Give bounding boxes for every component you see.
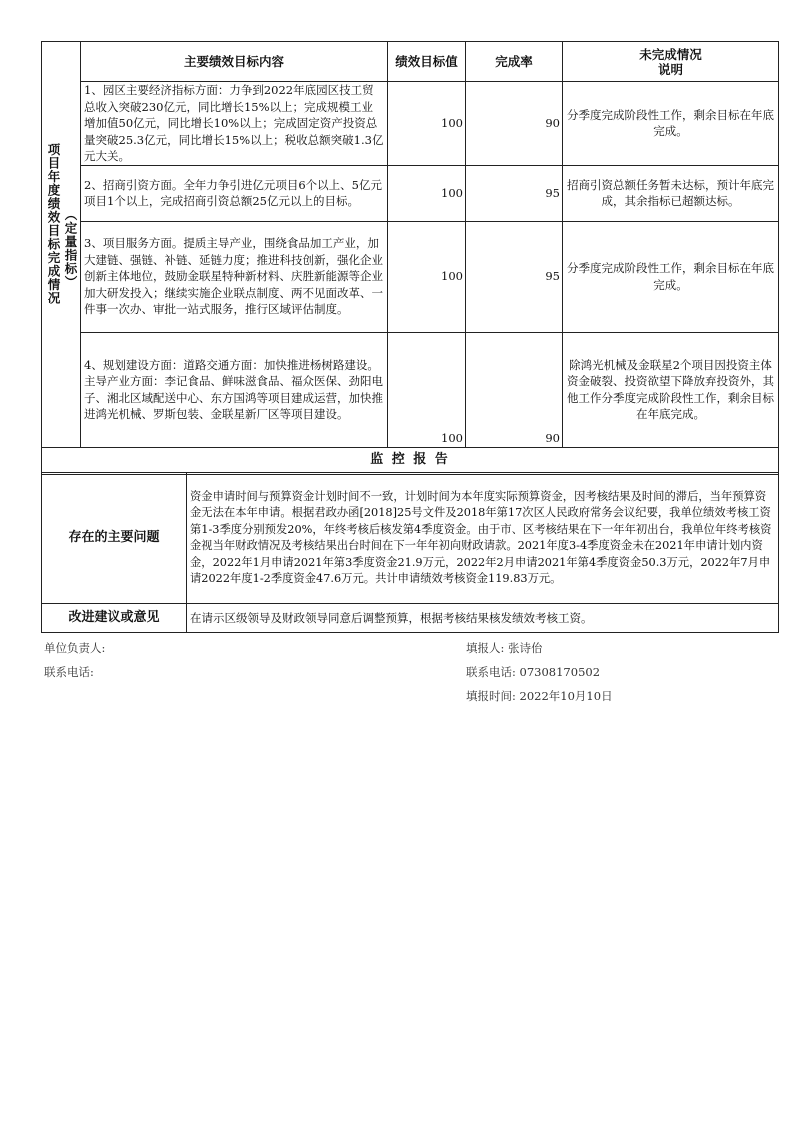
- filler-label: 填报人: 张诗佁: [466, 641, 543, 655]
- suggest-text: 在请示区级领导及财政领导同意后调整预算，根据考核结果核发绩效考核工资。: [187, 604, 779, 633]
- row-rate: 90: [466, 332, 563, 447]
- suggest-label: 改进建议或意见: [42, 604, 187, 633]
- fill-time-label: 填报时间: 2022年10月10日: [466, 689, 613, 703]
- row-note: 除鸿光机械及金联星2个项目因投资主体资金破裂、投资欲望下降放弃投资外，其他工作分季度完成阶段性工作，剩余目标在年底完成。: [563, 332, 779, 447]
- row-target: 100: [388, 82, 466, 166]
- performance-monitor-table: [41, 41, 779, 475]
- row-target: 100: [388, 332, 466, 447]
- row-rate: 95: [466, 221, 563, 332]
- row-content: 2、招商引资方面。全年力争引进亿元项目6个以上、5亿元项目1个以上，完成招商引资总额25亿元以上的目标。: [81, 165, 388, 221]
- side-label-cell: [42, 42, 81, 448]
- header-target: 绩效目标值: [388, 42, 466, 82]
- table-row: [42, 332, 779, 447]
- side-label: 项目年度绩效目标完成情况: [46, 143, 61, 305]
- row-note: 分季度完成阶段性工作，剩余目标在年底完成。: [563, 82, 779, 166]
- table-row: [42, 82, 779, 166]
- row-content: 3、项目服务方面。提质主导产业，围绕食品加工产业，加大建链、强链、补链、延链力度；推进科技创新，强化企业创新主体地位，鼓励金联星特种新材料、庆胜新能源等企业加大研发投入；继续实施企业联点制度、两不见面改革、一件事一次办、审批一站式服务，推行区域评估制度。: [81, 221, 388, 332]
- row-rate: 95: [466, 165, 563, 221]
- monitor-report-title: 监 控 报 告: [42, 447, 779, 474]
- row-rate: 90: [466, 82, 563, 166]
- table-row: [42, 221, 779, 332]
- header-note: 未完成情况 说明: [563, 42, 779, 82]
- monitor-report-table: [41, 472, 779, 633]
- row-content: 1、园区主要经济指标方面：力争到2022年底园区技工贸总收入突破230亿元，同比增长15%以上；完成规模工业增加值50亿元，同比增长10%以上；完成固定资产投资总量突破25.3亿元，同比增长15%以上；税收总额突破1.3亿元大关。: [81, 82, 388, 166]
- contact-left-label: 联系电话:: [44, 665, 94, 679]
- table-row: [42, 165, 779, 221]
- side-sublabel: （定量指标）: [63, 208, 78, 289]
- row-content: 4、规划建设方面：道路交通方面：加快推进杨树路建设。主导产业方面：李记食品、鲜味滋食品、福众医保、劲阳电子、湘北区域配送中心、东方国鸿等项目建成运营，加快推进鸿光机械、罗斯包装、金联星新厂区等项目建设。: [81, 332, 388, 447]
- row-target: 100: [388, 165, 466, 221]
- row-note: 招商引资总额任务暂未达标，预计年底完成，其余指标已超额达标。: [563, 165, 779, 221]
- problems-text: 资金申请时间与预算资金计划时间不一致，计划时间为本年度实际预算资金，因考核结果及时间的滞后，当年预算资金无法在本年申请。根据君政办函[2018]25号文件及2018年第17次区人民政府常务会议纪要，我单位绩效考核工资第1-3季度分别预发20%，年终考核后核发第4季度资金。由于市、区考核结果在下一年年初出台，我单位年终考核资金视当年财政情况及考核结果出台时间在下一年年初向财政请款。2021年度3-4季度资金未在2021年申请计划内资金，2022年1月申请2021年第3季度资金21.9万元，2022年2月申请2021年第4季度资金50.3万元，2022年7月申请2022年度1-2季度资金47.6万元。共计申请绩效考核资金119.83万元。: [187, 473, 779, 604]
- contact-right-label: 联系电话: 07308170502: [466, 665, 601, 679]
- problems-label: 存在的主要问题: [42, 473, 187, 604]
- unit-head-label: 单位负责人:: [44, 641, 106, 655]
- row-target: 100: [388, 221, 466, 332]
- row-note: 分季度完成阶段性工作，剩余目标在年底完成。: [563, 221, 779, 332]
- header-content: 主要绩效目标内容: [81, 42, 388, 82]
- header-rate: 完成率: [466, 42, 563, 82]
